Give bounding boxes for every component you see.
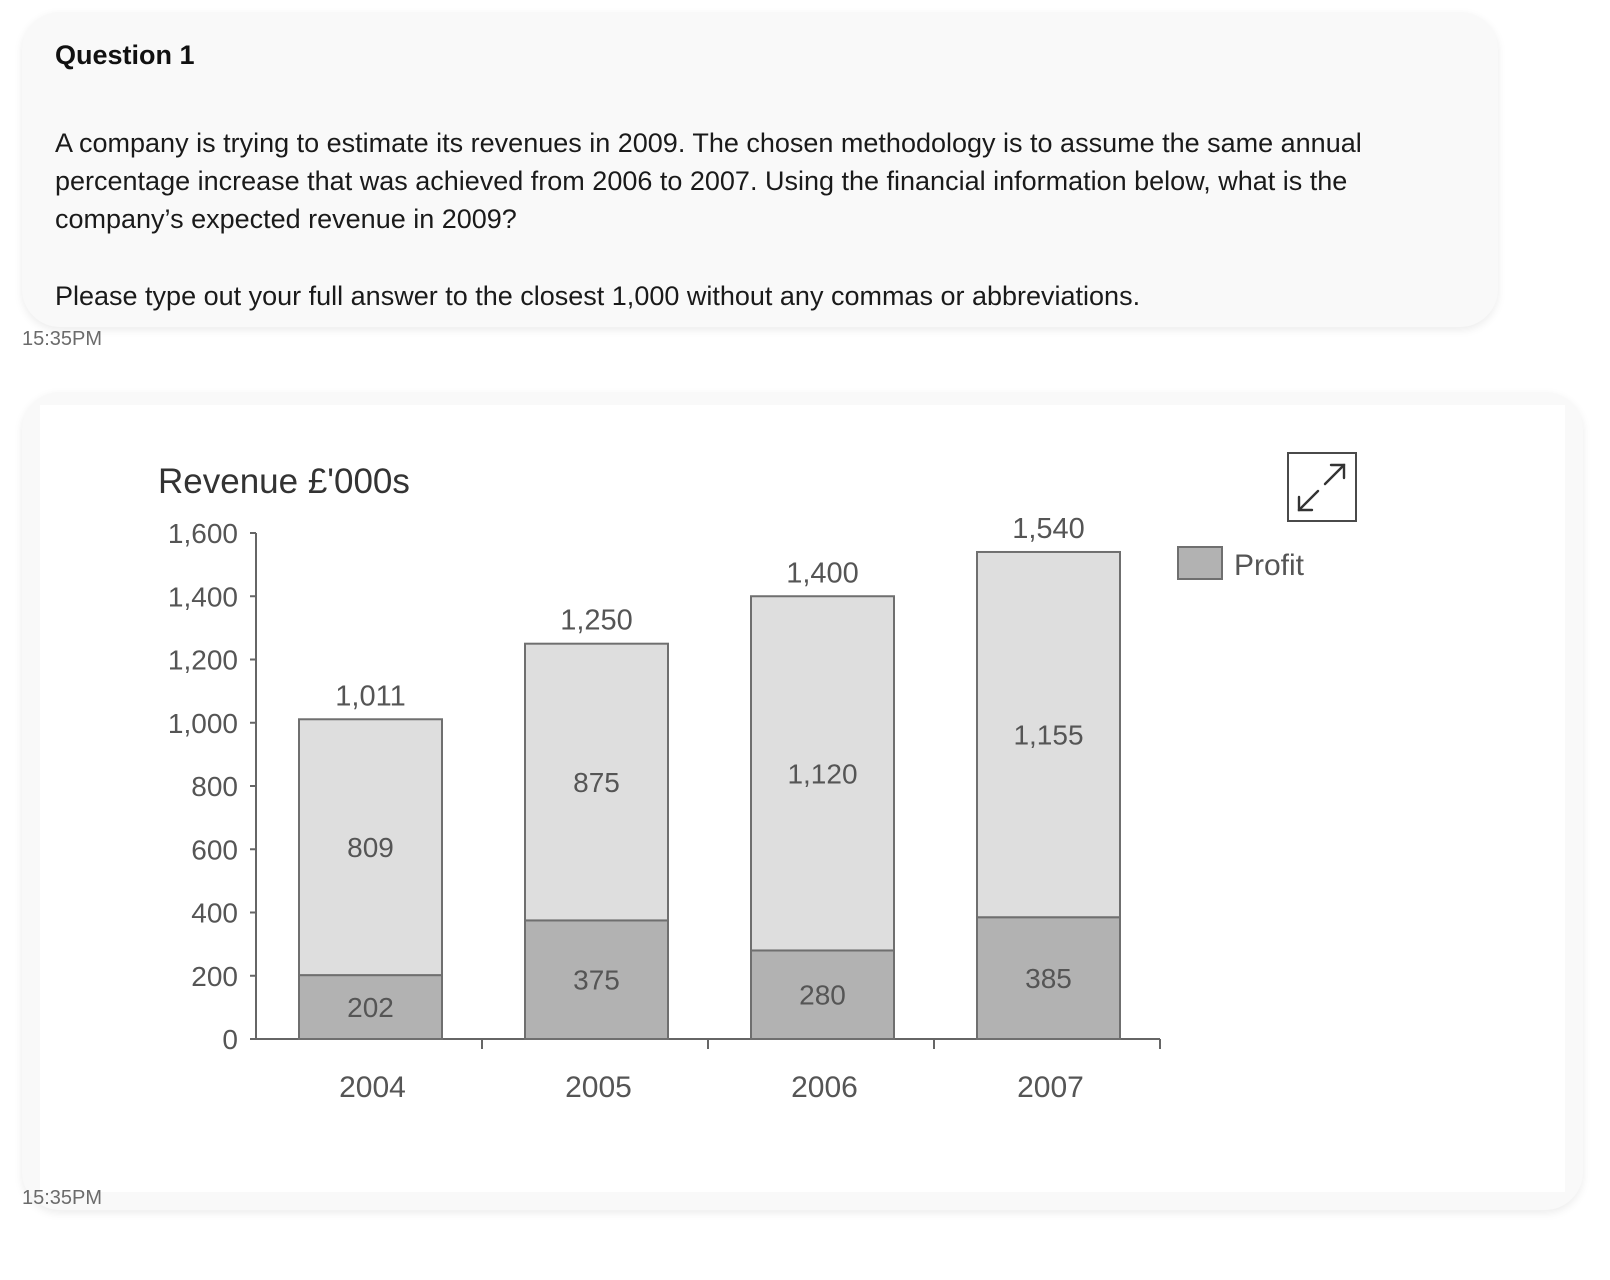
x-tick-label: 2005 bbox=[565, 1071, 632, 1104]
chart-title: Revenue £'000s bbox=[158, 462, 410, 501]
expand-button[interactable] bbox=[1287, 452, 1357, 522]
x-tick-label: 2006 bbox=[791, 1071, 858, 1104]
question-instruction: Please type out your full answer to the closest 1,000 without any commas or abbreviations. bbox=[55, 281, 1141, 311]
y-tick-label: 1,000 bbox=[167, 707, 238, 739]
y-tick-label: 600 bbox=[191, 834, 238, 866]
y-tick-label: 1,400 bbox=[167, 581, 238, 613]
x-tick-label: 2007 bbox=[1017, 1071, 1084, 1104]
question-body: A company is trying to estimate its revenues in 2009. The chosen methodology is to assume the same annual percentage increase that was achieved from 2006 to 2007. Using the financial information below, what is the company’s expected revenue in 2009? bbox=[55, 128, 1362, 234]
segment-value-label: 1,155 bbox=[1013, 719, 1084, 751]
segment-value-label: 1,120 bbox=[787, 758, 858, 790]
segment-value-label: 809 bbox=[347, 832, 394, 864]
total-value-label: 1,400 bbox=[786, 557, 859, 590]
y-tick-label: 200 bbox=[191, 960, 238, 992]
expand-arrows-icon bbox=[1289, 454, 1355, 520]
y-tick-label: 1,200 bbox=[167, 644, 238, 676]
chart-image[interactable] bbox=[40, 405, 1565, 1192]
question-title: Question 1 bbox=[55, 40, 195, 70]
revenue-chart bbox=[40, 405, 1565, 1192]
profit-value-label: 375 bbox=[573, 964, 620, 996]
profit-value-label: 385 bbox=[1025, 963, 1072, 995]
total-value-label: 1,011 bbox=[335, 680, 406, 713]
total-value-label: 1,250 bbox=[560, 604, 633, 637]
question-message-bubble bbox=[22, 12, 1498, 327]
chart-message-timestamp: 15:35PM bbox=[22, 1187, 103, 1209]
profit-value-label: 280 bbox=[799, 979, 846, 1011]
profit-value-label: 202 bbox=[347, 992, 394, 1024]
message-timestamp: 15:35PM bbox=[22, 328, 103, 350]
total-value-label: 1,540 bbox=[1012, 512, 1085, 545]
legend-swatch-profit bbox=[1178, 547, 1222, 579]
segment-value-label: 875 bbox=[573, 767, 620, 799]
y-tick-label: 400 bbox=[191, 897, 238, 929]
x-tick-label: 2004 bbox=[339, 1071, 406, 1104]
y-tick-label: 800 bbox=[191, 771, 238, 802]
legend-label-profit: Profit bbox=[1234, 549, 1305, 582]
y-tick-label: 0 bbox=[222, 1024, 238, 1055]
y-tick-label: 1,600 bbox=[167, 518, 238, 549]
